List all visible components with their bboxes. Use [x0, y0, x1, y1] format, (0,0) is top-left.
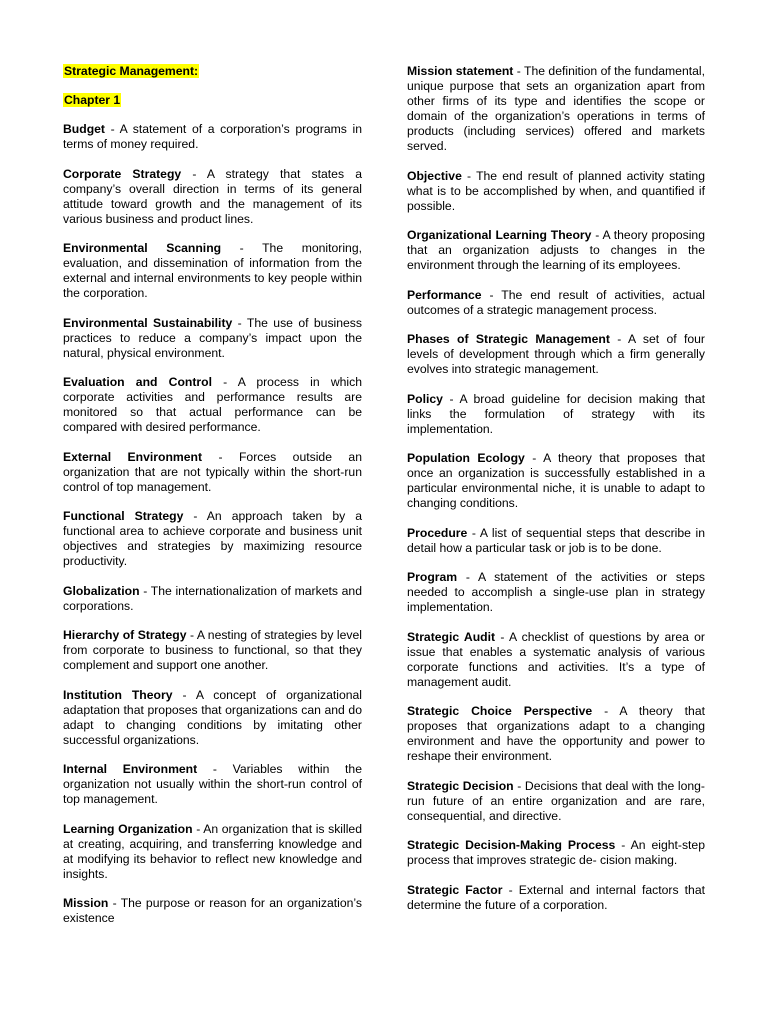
glossary-entry: Procedure - A list of sequential steps that describe in detail how a particular task or job is to be done. — [407, 525, 705, 555]
glossary-term: Performance — [407, 287, 482, 302]
glossary-definition: Forces outside an organization that are not typically within the short-run control of top management. — [63, 449, 362, 494]
glossary-term: Globalization — [63, 583, 140, 598]
glossary-definition: A checklist of questions by area or issue that enables a systematic analysis of various corporate functions and activities. It’s a type of management audit. — [407, 629, 705, 689]
glossary-definition: A process in which corporate activities and performance results are monitored so that actual performance can be compared with desired performance. — [63, 375, 362, 434]
glossary-entry: Budget - A statement of a corporation’s programs in terms of money required. — [63, 122, 362, 151]
glossary-definition: A theory that proposes that once an organization is successfully established in a particular environmental niche, it is unable to adapt to changing conditions. — [407, 451, 705, 510]
glossary-entry: Strategic Audit - A checklist of questions by area or issue that enables a systematic analysis of various corporate functions and activities. It’s a type of management audit. — [407, 629, 705, 689]
glossary-definition: Decisions that deal with the long-run future of an entire organization and are rare, consequential, and directive. — [407, 778, 705, 823]
glossary-term: Institution Theory — [63, 687, 173, 702]
glossary-entry: Policy - A broad guideline for decision making that links the formulation of strategy with its implementation. — [407, 391, 705, 436]
glossary-definition: A list of sequential steps that describe in detail how a particular task or job is to be done. — [407, 525, 705, 555]
glossary-term: Organizational Learning Theory — [407, 228, 592, 242]
glossary-entry: Corporate Strategy - A strategy that states a company’s overall direction in terms of its general attitude toward growth and the management of its various business and product lines. — [63, 166, 362, 226]
document-title: Strategic Management: — [64, 64, 199, 78]
glossary-term: Evaluation and Control — [63, 375, 212, 389]
glossary-entry: Strategic Factor - External and internal factors that determine the future of a corporation. — [407, 882, 705, 912]
glossary-entry: Performance - The end result of activities, actual outcomes of a strategic management process. — [407, 287, 705, 317]
glossary-entry: Evaluation and Control - A process in which corporate activities and performance results are monitored so that actual performance can be compared with desired performance. — [63, 375, 362, 434]
document-title-line — [63, 64, 362, 79]
left-column — [63, 64, 362, 941]
glossary-definition: The end result of activities, actual outcomes of a strategic management process. — [407, 287, 705, 317]
glossary-definition: The use of business practices to reduce a company’s impact upon the natural, physical environment. — [63, 315, 362, 360]
glossary-entry: Environmental Scanning - The monitoring, evaluation, and dissemination of information from the external and internal environments to key people within the corporation. — [63, 241, 362, 300]
glossary-term: Mission — [63, 896, 109, 910]
glossary-term: Budget — [63, 122, 105, 136]
glossary-term: Objective — [407, 168, 462, 183]
glossary-definition: The internationalization of markets and corporations. — [63, 583, 362, 613]
glossary-definition: A statement of a corporation’s programs in terms of money required. — [63, 122, 362, 151]
glossary-term: Corporate Strategy — [63, 166, 182, 181]
glossary-term: Environmental Sustainability — [63, 315, 233, 330]
glossary-entry: Strategic Choice Perspective - A theory that proposes that organizations adapt to a changing environment and have the opportunity and power to reshape their environment. — [407, 704, 705, 763]
glossary-definition: An eight-step process that improves strategic de- cision making. — [407, 838, 705, 867]
chapter-heading: Chapter 1 — [64, 93, 121, 107]
glossary-term: Population Ecology — [407, 451, 525, 465]
glossary-entry: Environmental Sustainability - The use of business practices to reduce a company’s impact upon the natural, physical environment. — [63, 315, 362, 360]
left-entries — [63, 122, 362, 926]
glossary-entry: Learning Organization - An organization that is skilled at creating, acquiring, and transferring knowledge and at modifying its behavior to reflect new knowledge and insights. — [63, 821, 362, 881]
glossary-entry: Internal Environment - Variables within the organization not usually within the short-run control of top management. — [63, 762, 362, 806]
glossary-definition: The monitoring, evaluation, and dissemination of information from the external and internal environments to key people within the corporation. — [63, 241, 362, 300]
glossary-entry: Functional Strategy - An approach taken by a functional area to achieve corporate and business unit objectives and strategies by maximizing resource productivity. — [63, 509, 362, 568]
glossary-term: Environmental Scanning — [63, 241, 222, 255]
glossary-term: Policy — [407, 391, 443, 406]
glossary-entry: Population Ecology - A theory that proposes that once an organization is successfully established in a particular environmental niche, it is unable to adapt to changing conditions. — [407, 451, 705, 510]
glossary-term: Procedure — [407, 525, 468, 540]
glossary-term: Learning Organization — [63, 821, 193, 836]
glossary-definition: The definition of the fundamental, unique purpose that sets an organization apart from other firms of its type and identifies the scope or domain of the organization’s operations in terms of products (including services) offered and markets served. — [407, 64, 705, 153]
glossary-definition: A theory that proposes that organizations adapt to a changing environment and have the opportunity and power to reshape their environment. — [407, 704, 705, 763]
glossary-term: Functional Strategy — [63, 509, 184, 523]
glossary-definition: A broad guideline for decision making that links the formulation of strategy with its implementation. — [407, 391, 705, 436]
glossary-entry: Globalization - The internationalization of markets and corporations. — [63, 583, 362, 613]
glossary-definition: A theory proposing that an organization adjusts to changes in the environment through the learning of its employees. — [407, 228, 705, 272]
glossary-term: Internal Environment — [63, 762, 198, 776]
glossary-entry: Organizational Learning Theory - A theory proposing that an organization adjusts to changes in the environment through the learning of its employees. — [407, 228, 705, 272]
glossary-term: External Environment — [63, 449, 203, 464]
glossary-entry: Hierarchy of Strategy - A nesting of strategies by level from corporate to business to functional, so that they complement and support one another. — [63, 628, 362, 672]
glossary-definition: An approach taken by a functional area to achieve corporate and business unit objectives and strategies by maximizing resource productivity. — [63, 509, 362, 568]
glossary-term: Hierarchy of Strategy — [63, 628, 187, 642]
chapter-heading-line — [63, 93, 362, 108]
glossary-definition: The purpose or reason for an organization’s existence — [63, 896, 362, 925]
glossary-definition: Variables within the organization not usually within the short-run control of top management. — [63, 762, 362, 806]
glossary-definition: A nesting of strategies by level from corporate to business to functional, so that they complement and support one another. — [63, 628, 362, 672]
glossary-entry: Mission - The purpose or reason for an organization’s existence — [63, 896, 362, 925]
glossary-entry: Phases of Strategic Management - A set of four levels of development through which a firm generally evolves into strategic management. — [407, 332, 705, 376]
glossary-entry: Strategic Decision-Making Process - An eight-step process that improves strategic de- cision making. — [407, 838, 705, 867]
glossary-entry: Mission statement - The definition of the fundamental, unique purpose that sets an organization apart from other firms of its type and identifies the scope or domain of the organization’s operations in terms of products (including services) offered and markets served. — [407, 64, 705, 153]
glossary-definition: A concept of organizational adaptation that proposes that organizations can and do adapt to changing conditions by imitating other successful organizations. — [63, 687, 362, 747]
glossary-term: Strategic Decision-Making Process — [407, 838, 616, 852]
glossary-term: Program — [407, 570, 458, 584]
glossary-entry: Program - A statement of the activities or steps needed to accomplish a single-use plan in strategy implementation. — [407, 570, 705, 614]
glossary-term: Strategic Factor — [407, 882, 503, 897]
glossary-entry: External Environment - Forces outside an organization that are not typically within the short-run control of top management. — [63, 449, 362, 494]
glossary-entry: Strategic Decision - Decisions that deal with the long-run future of an entire organization and are rare, consequential, and directive. — [407, 778, 705, 823]
glossary-definition: A set of four levels of development through which a firm generally evolves into strategic management. — [407, 332, 705, 376]
glossary-definition: A strategy that states a company’s overall direction in terms of its general attitude toward growth and the management of its various business and product lines. — [63, 166, 362, 226]
glossary-definition: A statement of the activities or steps needed to accomplish a single-use plan in strategy implementation. — [407, 570, 705, 614]
glossary-term: Strategic Audit — [407, 629, 496, 644]
glossary-term: Strategic Choice Perspective — [407, 704, 593, 718]
glossary-term: Phases of Strategic Management — [407, 332, 610, 346]
glossary-term: Strategic Decision — [407, 778, 514, 793]
glossary-term: Mission statement — [407, 64, 514, 78]
glossary-definition: An organization that is skilled at creating, acquiring, and transferring knowledge and at modifying its behavior to reflect new knowledge and insights. — [63, 821, 362, 881]
right-entries — [407, 64, 705, 913]
glossary-definition: The end result of planned activity stating what is to be accomplished by when, and quantified if possible. — [407, 168, 705, 213]
right-column — [407, 64, 705, 927]
glossary-entry: Objective - The end result of planned activity stating what is to be accomplished by when, and quantified if possible. — [407, 168, 705, 213]
glossary-definition: External and internal factors that determine the future of a corporation. — [407, 882, 705, 912]
glossary-entry: Institution Theory - A concept of organizational adaptation that proposes that organizations can and do adapt to changing conditions by imitating other successful organizations. — [63, 687, 362, 747]
